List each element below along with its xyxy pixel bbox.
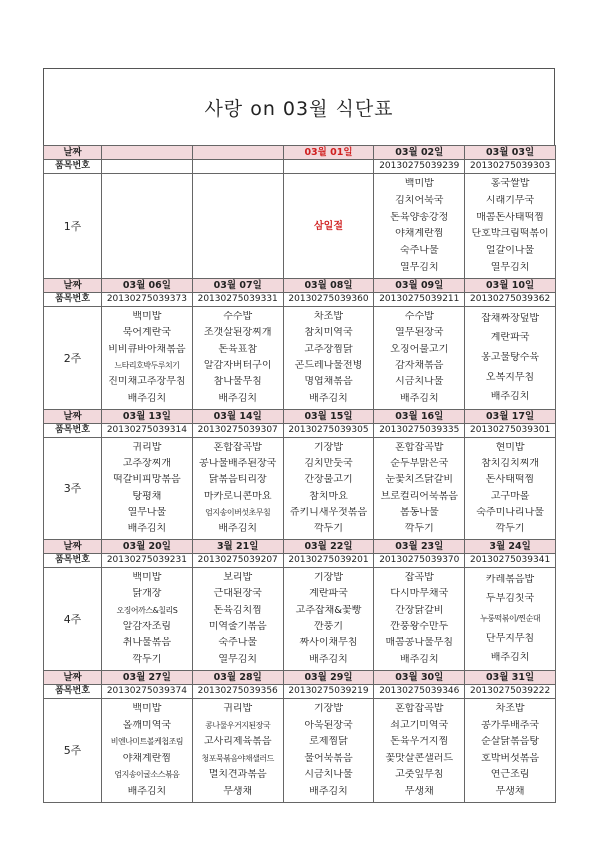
menu-row: [44, 568, 556, 671]
menu-item: 수수밥: [223, 311, 253, 323]
menu-item: 느타리호박두루치기: [114, 361, 180, 371]
menu-item: 꽃맛살콘샐러드: [385, 752, 454, 764]
day-menu-cell: [283, 699, 374, 803]
product-code-cell: 20130275039314: [102, 424, 193, 438]
product-code-cell: 20130275039362: [465, 293, 556, 307]
menu-item: 눈꽃치즈닭갈비: [385, 474, 454, 486]
menu-item: 연근조림: [490, 769, 530, 781]
menu-item: 혼합잡곡밥: [395, 442, 444, 454]
menu-item: 수수밥: [404, 311, 434, 323]
day-menu-cell: [192, 699, 283, 803]
code-row-label: 품목번호: [44, 554, 102, 568]
menu-item: 쇠고기미역국: [390, 719, 449, 731]
day-menu-cell: [465, 174, 556, 279]
menu-item: 차조밥: [495, 703, 525, 715]
menu-item: 콩나물우거지된장국: [205, 720, 271, 730]
date-cell: 03월 01일: [283, 146, 374, 160]
menu-item: 깐풍기: [314, 621, 343, 633]
menu-item: 단무지무침: [485, 632, 535, 644]
product-code-cell: 20130275039335: [374, 424, 465, 438]
date-row: [44, 410, 556, 424]
menu-item: 야채계란찜: [395, 228, 444, 240]
menu-item: 김치만둣국: [304, 458, 353, 470]
menu-row: [44, 307, 556, 410]
menu-item: 현미밥: [495, 442, 525, 454]
product-code-cell: 20130275039356: [192, 685, 283, 699]
menu-item: 물어묵볶음: [304, 752, 353, 764]
date-cell: [192, 146, 283, 160]
menu-item: 멸치견과볶음: [208, 769, 267, 781]
menu-item: 배추김치: [218, 392, 258, 404]
code-row-label: 품목번호: [44, 424, 102, 438]
week-label: 2주: [44, 307, 102, 410]
date-cell: 03월 07일: [192, 279, 283, 293]
date-cell: 03월 31일: [465, 671, 556, 685]
day-menu-cell: [283, 438, 374, 540]
menu-item: 귀리밥: [223, 703, 253, 715]
menu-item: 호박버섯볶음: [481, 752, 540, 764]
code-row: [44, 554, 556, 568]
holiday-label: 삼일절: [314, 220, 343, 232]
menu-item: 순살닭볶음탕: [481, 736, 540, 748]
menu-item: 고춧잎무침: [395, 769, 444, 781]
menu-item: 북어계란국: [122, 327, 172, 339]
menu-item: 홍국쌀밥: [490, 178, 530, 190]
menu-item: 무생채: [223, 785, 253, 797]
day-menu-cell: [192, 568, 283, 671]
menu-item: 로제찜닭: [309, 736, 348, 748]
day-menu-cell: [465, 438, 556, 540]
menu-item: 비비큐바아채볶음: [108, 343, 186, 355]
menu-item: 카레볶음밥: [485, 573, 535, 585]
menu-item: 아욱된장국: [304, 719, 353, 731]
product-code-cell: 20130275039301: [465, 424, 556, 438]
menu-item: 고추잡채&꽃빵: [295, 604, 362, 616]
product-code-cell: 20130275039373: [102, 293, 193, 307]
menu-item: 배추김치: [490, 391, 530, 403]
menu-item: 쥬키니새우젓볶음: [289, 506, 368, 518]
week-label: 4주: [44, 568, 102, 671]
product-code-cell: 20130275039239: [374, 160, 465, 174]
product-code-cell: 20130275039307: [192, 424, 283, 438]
menu-item: 깍두기: [132, 653, 162, 665]
menu-item: 알감자조림: [122, 621, 172, 633]
code-row-label: 품목번호: [44, 160, 102, 174]
menu-item: 브로컬리어묵볶음: [380, 490, 458, 502]
menu-item: 돈사태떡찜: [485, 474, 535, 486]
day-menu-cell: [374, 438, 465, 540]
day-menu-cell: [374, 699, 465, 803]
week-label: 3주: [44, 438, 102, 540]
code-row: [44, 293, 556, 307]
menu-item: 닭볶음티리장: [208, 474, 267, 486]
date-cell: 03월 14일: [192, 410, 283, 424]
menu-item: 배추김치: [399, 653, 439, 665]
code-row: [44, 160, 556, 174]
product-code-cell: 20130275039346: [374, 685, 465, 699]
menu-item: 돈육우거지찜: [390, 736, 449, 748]
menu-item: 배추김치: [309, 785, 348, 797]
product-code-cell: 20130275039341: [465, 554, 556, 568]
date-cell: 03월 30일: [374, 671, 465, 685]
code-row-label: 품목번호: [44, 293, 102, 307]
date-row-label: 날짜: [44, 671, 102, 685]
menu-item: 다시마무채국: [390, 588, 449, 600]
date-cell: 03월 13일: [102, 410, 193, 424]
menu-item: 오징어까스&칠리S: [116, 605, 178, 615]
menu-item: 누룽떡볶이/찐순대: [480, 613, 541, 623]
menu-item: 고추장찜닭: [304, 343, 353, 355]
date-cell: 03월 10일: [465, 279, 556, 293]
date-cell: 03월 15일: [283, 410, 374, 424]
menu-item: 열무나물: [127, 506, 167, 518]
day-menu-cell: [102, 568, 193, 671]
day-menu-cell: [283, 568, 374, 671]
menu-item: 기장밥: [314, 442, 343, 454]
menu-item: 곤드레나물전병: [294, 360, 363, 372]
menu-item: 숙주미나리나물: [476, 506, 544, 518]
date-cell: 3월 24일: [465, 540, 556, 554]
menu-item: 열무된장국: [395, 327, 444, 339]
menu-item: 깐풍왕수만두: [390, 621, 449, 633]
menu-item: 야채계란찜: [122, 752, 172, 764]
menu-item: 백미밥: [404, 178, 434, 190]
menu-item: 배추김치: [399, 392, 439, 404]
menu-item: 백미밥: [132, 572, 162, 584]
date-cell: 03월 29일: [283, 671, 374, 685]
code-row-label: 품목번호: [44, 685, 102, 699]
day-menu-cell: [102, 307, 193, 410]
menu-item: 차조밥: [314, 311, 343, 323]
product-code-cell: [102, 160, 193, 174]
menu-row: [44, 699, 556, 803]
day-menu-cell: [465, 699, 556, 803]
menu-item: 엄지송이굴소스볶음: [114, 770, 180, 780]
day-menu-cell: [102, 699, 193, 803]
menu-item: 닭개장: [132, 588, 162, 600]
menu-item: 청포묵볶음야채샐러드: [201, 753, 274, 763]
menu-item: 콩나물배추된장국: [199, 458, 277, 470]
menu-item: 진미채고추장무침: [108, 376, 186, 388]
week-label: 5주: [44, 699, 102, 803]
menu-item: 단호박크림떡볶이: [471, 228, 549, 240]
day-menu-cell: [192, 438, 283, 540]
product-code-cell: 20130275039303: [465, 160, 556, 174]
menu-item: 얼갈이나물: [485, 244, 535, 256]
menu-item: 백미밥: [132, 703, 162, 715]
day-menu-cell: [374, 307, 465, 410]
date-cell: 03월 16일: [374, 410, 465, 424]
menu-item: 시금치나물: [304, 769, 353, 781]
menu-item: 두부김칫국: [485, 593, 535, 605]
menu-item: 매콤돈사태떡찜: [476, 211, 544, 223]
menu-item: 비엔나미트볼케첩조림: [110, 737, 184, 747]
menu-item: 감자채볶음: [395, 360, 444, 372]
menu-item: 열무김치: [218, 653, 258, 665]
date-cell: 03월 03일: [465, 146, 556, 160]
day-menu-cell: [374, 174, 465, 279]
menu-item: 열무김치: [399, 261, 439, 273]
date-row-label: 날짜: [44, 410, 102, 424]
menu-item: 미역줄기볶음: [208, 621, 267, 633]
menu-item: 엄지송이버섯초무침: [205, 507, 271, 517]
day-menu-cell: [374, 568, 465, 671]
menu-item: 배추김치: [490, 652, 530, 664]
menu-item: 기장밥: [314, 572, 343, 584]
code-row: [44, 685, 556, 699]
product-code-cell: [192, 160, 283, 174]
date-cell: 03월 23일: [374, 540, 465, 554]
menu-item: 혼합잡곡밥: [395, 703, 444, 715]
menu-item: 무생채: [404, 785, 434, 797]
day-menu-cell: [192, 307, 283, 410]
menu-item: 배추김치: [127, 392, 167, 404]
date-row-label: 날짜: [44, 146, 102, 160]
menu-item: 근대된장국: [213, 588, 262, 600]
date-row: [44, 146, 556, 160]
menu-item: 숙주나물: [218, 637, 258, 649]
menu-item: 참치마요: [309, 490, 348, 502]
menu-item: 배추김치: [309, 392, 348, 404]
day-menu-cell: [283, 174, 374, 279]
product-code-cell: 20130275039305: [283, 424, 374, 438]
day-menu-cell: [465, 568, 556, 671]
menu-sheet: [43, 68, 555, 803]
date-row: [44, 540, 556, 554]
menu-item: 혼합잡곡밥: [213, 442, 262, 454]
menu-item: 돈육양송강정: [390, 211, 449, 223]
menu-item: 돈육표참: [218, 343, 258, 355]
menu-item: 돈육김치찜: [213, 604, 262, 616]
menu-item: 잡채짜장덮밥: [481, 312, 540, 324]
week-label: 1주: [44, 174, 102, 279]
menu-item: 배추김치: [127, 785, 167, 797]
product-code-cell: 20130275039231: [102, 554, 193, 568]
product-code-cell: 20130275039211: [374, 293, 465, 307]
date-cell: 03월 22일: [283, 540, 374, 554]
date-row: [44, 671, 556, 685]
date-cell: 03월 28일: [192, 671, 283, 685]
product-code-cell: 20130275039201: [283, 554, 374, 568]
date-cell: 3월 21일: [192, 540, 283, 554]
menu-item: 숙주나물: [399, 244, 439, 256]
menu-item: 오복지무침: [485, 371, 535, 383]
date-cell: 03월 06일: [102, 279, 193, 293]
menu-table: [43, 145, 556, 803]
day-menu-cell: [465, 307, 556, 410]
menu-item: 알감자버터구이: [203, 360, 272, 372]
product-code-cell: 20130275039370: [374, 554, 465, 568]
menu-row: [44, 174, 556, 279]
menu-item: 참나물무침: [213, 376, 262, 388]
menu-item: 매콤콩나물무침: [385, 637, 454, 649]
menu-item: 깍두기: [314, 522, 343, 534]
menu-item: 시금치나물: [395, 376, 444, 388]
menu-item: 기장밥: [314, 703, 343, 715]
menu-item: 고구마볼: [490, 490, 530, 502]
menu-item: 무생채: [495, 785, 525, 797]
day-menu-cell: [283, 307, 374, 410]
date-cell: 03월 27일: [102, 671, 193, 685]
menu-item: 명엽채볶음: [304, 376, 353, 388]
menu-item: 탕평채: [132, 490, 162, 502]
menu-item: 계란파국: [490, 332, 530, 344]
date-cell: 03월 02일: [374, 146, 465, 160]
menu-item: 시래기무국: [485, 194, 535, 206]
menu-item: 오징어불고기: [390, 343, 449, 355]
product-code-cell: 20130275039331: [192, 293, 283, 307]
menu-item: 보리밥: [223, 572, 253, 584]
menu-item: 배추김치: [218, 522, 258, 534]
menu-item: 참치김치찌개: [481, 458, 540, 470]
menu-item: 잡곡밥: [404, 572, 434, 584]
menu-item: 조갯살된장찌개: [203, 327, 272, 339]
day-menu-cell: [102, 174, 193, 279]
menu-item: 고추장찌개: [122, 458, 172, 470]
menu-item: 배추김치: [127, 522, 167, 534]
menu-row: [44, 438, 556, 540]
menu-item: 깍두기: [404, 522, 434, 534]
product-code-cell: 20130275039222: [465, 685, 556, 699]
menu-item: 김치어묵국: [395, 194, 444, 206]
page-title: 사랑 on 03월 식단표: [43, 68, 555, 145]
code-row: [44, 424, 556, 438]
menu-item: 참치미역국: [304, 327, 353, 339]
date-cell: 03월 09일: [374, 279, 465, 293]
menu-item: 올깨미역국: [122, 719, 172, 731]
menu-item: 옹고물탕수육: [481, 351, 540, 363]
menu-item: 짜사이채무침: [299, 637, 358, 649]
product-code-cell: [283, 160, 374, 174]
menu-item: 배추김치: [309, 653, 348, 665]
day-menu-cell: [102, 438, 193, 540]
date-cell: [102, 146, 193, 160]
date-row-label: 날짜: [44, 540, 102, 554]
menu-item: 떡갈비피망볶음: [113, 474, 181, 486]
product-code-cell: 20130275039207: [192, 554, 283, 568]
menu-item: 깍두기: [495, 522, 525, 534]
menu-item: 간장닭갈비: [395, 604, 444, 616]
date-cell: 03월 08일: [283, 279, 374, 293]
product-code-cell: 20130275039374: [102, 685, 193, 699]
menu-item: 마카로니콘마요: [203, 490, 272, 502]
menu-item: 백미밥: [132, 311, 162, 323]
menu-item: 순두부맑은국: [390, 458, 449, 470]
date-row-label: 날짜: [44, 279, 102, 293]
day-menu-cell: [192, 174, 283, 279]
product-code-cell: 20130275039360: [283, 293, 374, 307]
menu-item: 계란파국: [309, 588, 348, 600]
menu-item: 고사리제육볶음: [203, 736, 272, 748]
date-cell: 03월 17일: [465, 410, 556, 424]
menu-item: 콩가루배추국: [481, 719, 540, 731]
date-cell: 03월 20일: [102, 540, 193, 554]
menu-item: 취나물볶음: [122, 637, 172, 649]
menu-item: 열무김치: [490, 261, 530, 273]
product-code-cell: 20130275039219: [283, 685, 374, 699]
menu-item: 봄동나물: [399, 506, 439, 518]
menu-item: 귀리밥: [132, 442, 162, 454]
date-row: [44, 279, 556, 293]
menu-item: 간장불고기: [304, 474, 353, 486]
